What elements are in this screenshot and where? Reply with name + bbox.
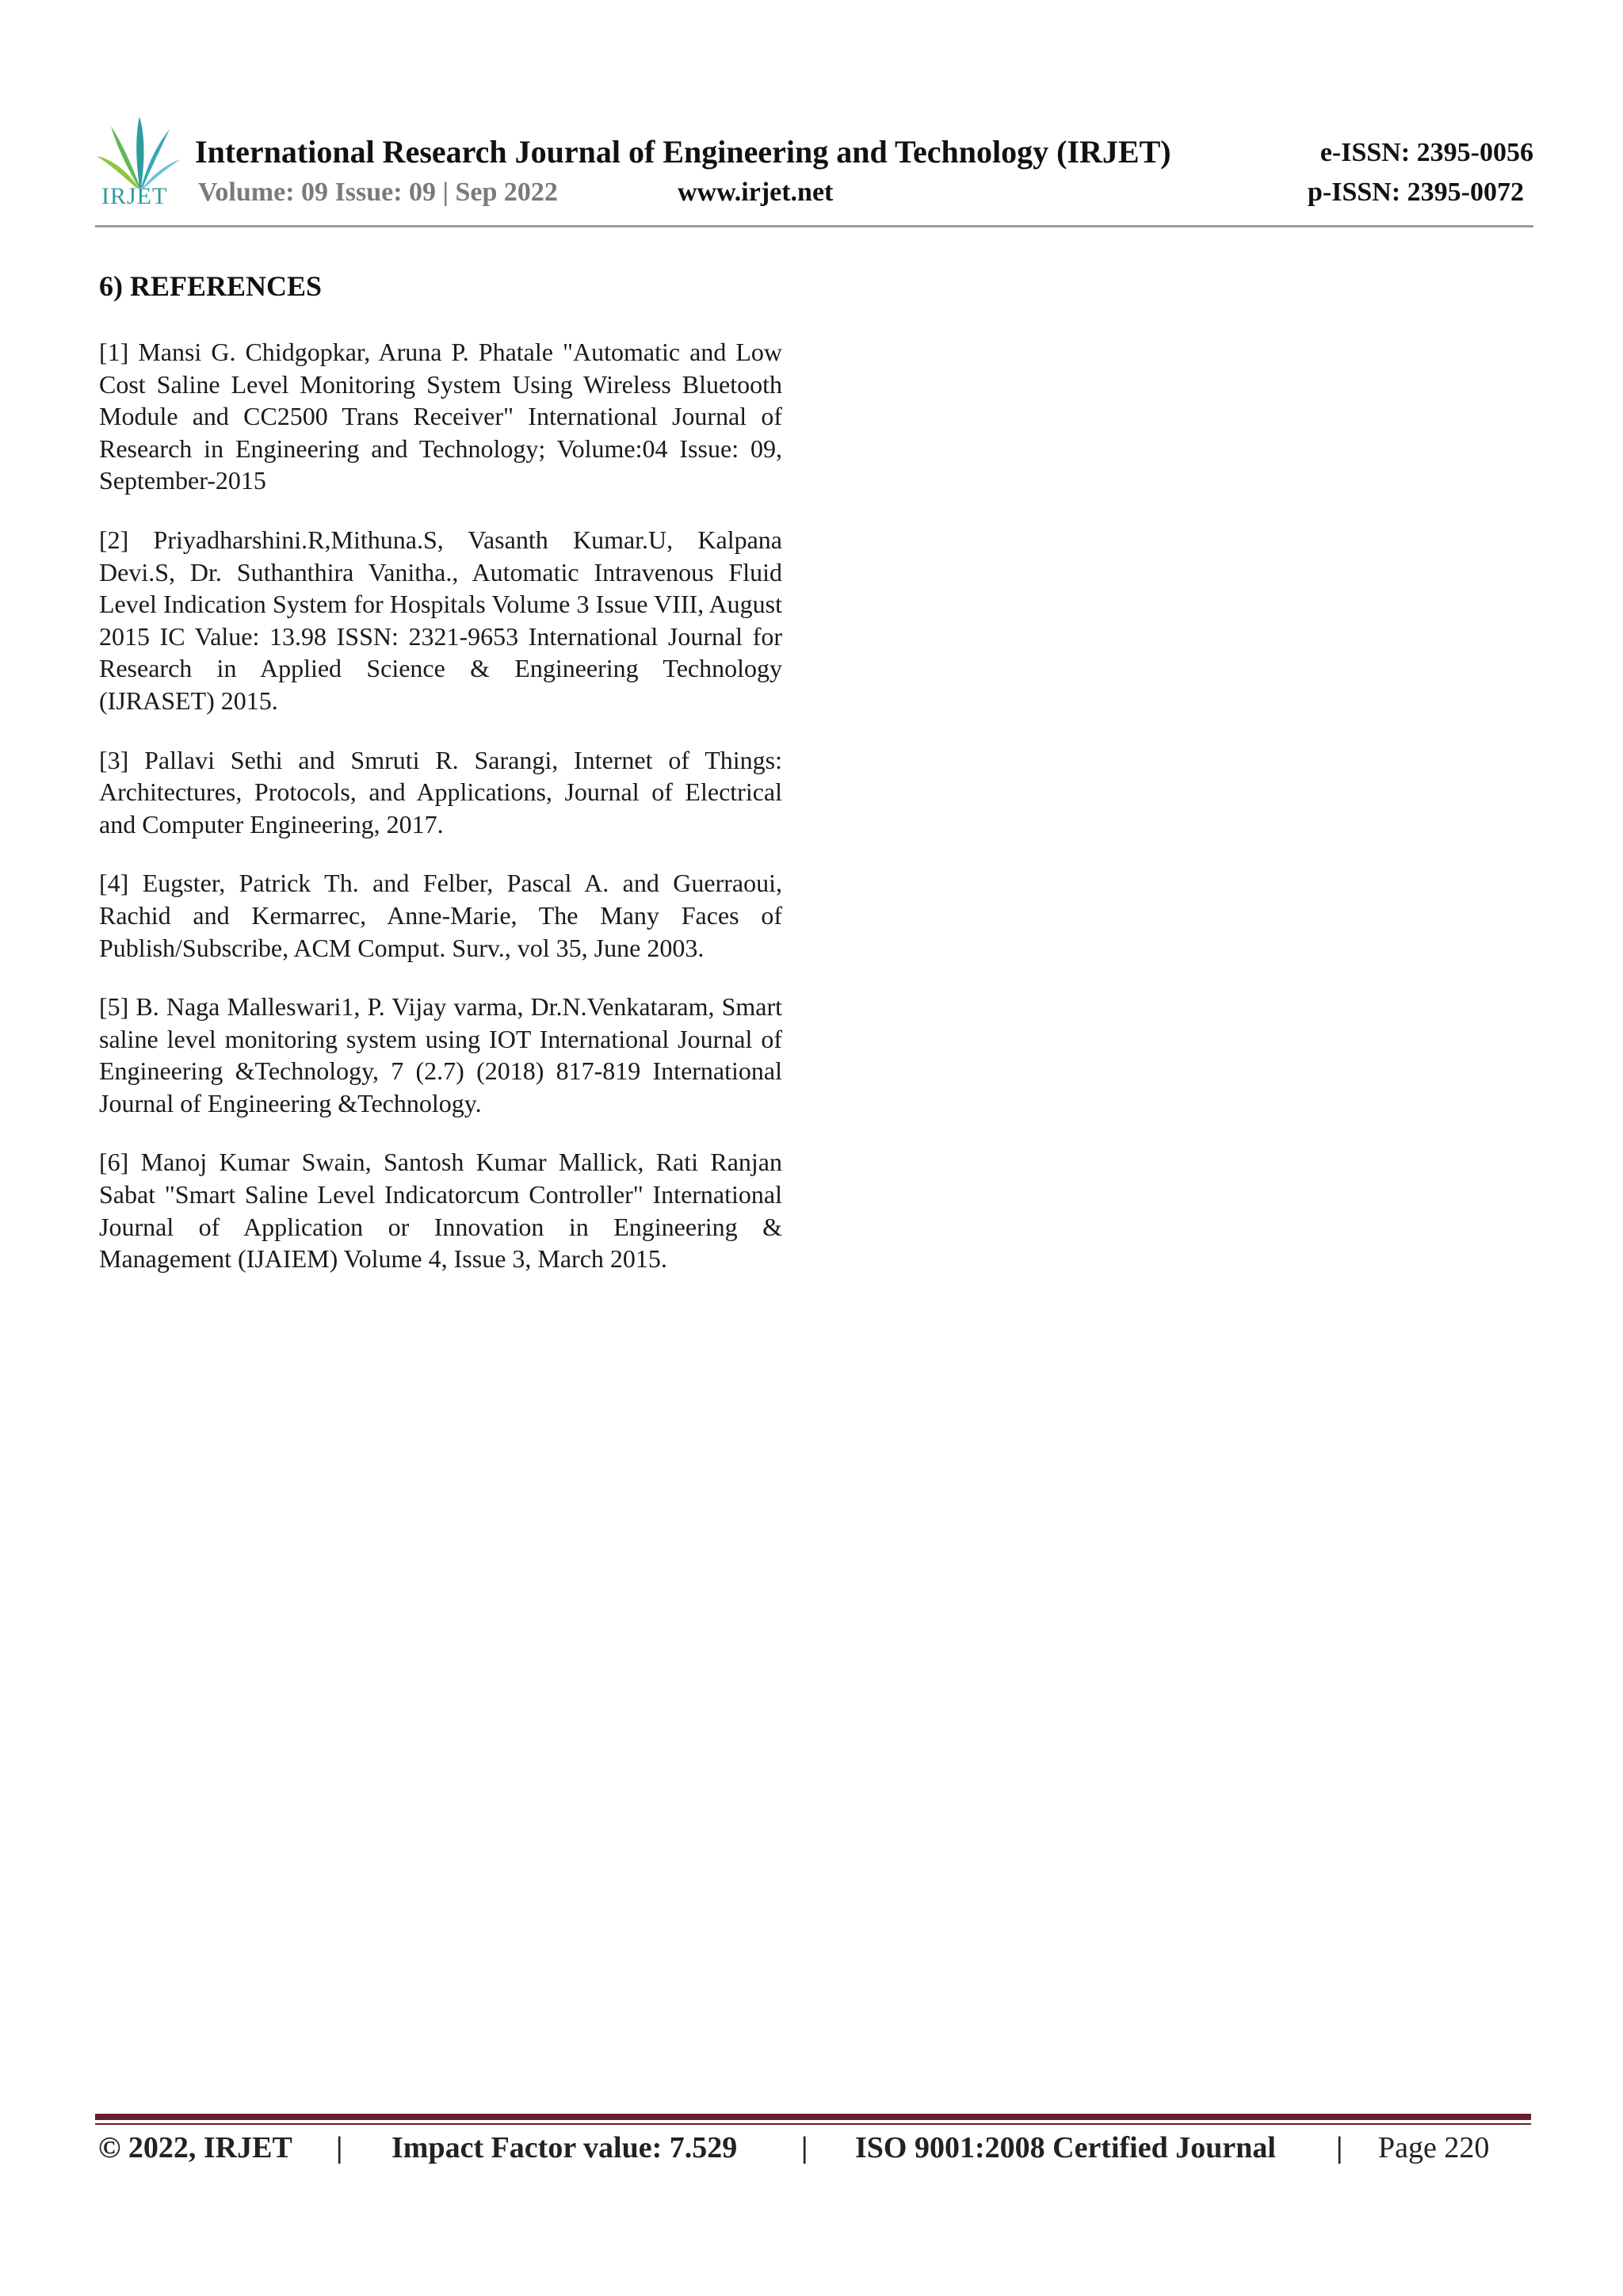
page-footer xyxy=(98,2130,1509,2170)
logo-wordmark: IRJET xyxy=(101,183,168,209)
references-column xyxy=(99,269,782,1302)
footer-copyright: © 2022, IRJET xyxy=(98,2131,292,2164)
reference-item-3: [3] Pallavi Sethi and Smruti R. Sarangi, Internet of Things: Architectures, Protocols, and Applications, Journal of Electrical and Computer Engineering, 2017. xyxy=(99,745,782,839)
website-link[interactable]: www.irjet.net xyxy=(678,178,834,207)
leaf-logo-icon xyxy=(95,115,182,190)
reference-item-4: [4] Eugster, Patrick Th. and Felber, Pascal A. and Guerraoui, Rachid and Kermarrec, Anne-Marie, The Many Faces of Publish/Subscribe, ACM Comput. Surv., vol 35, June 2003. xyxy=(99,869,782,962)
section-heading: 6) REFERENCES xyxy=(99,270,323,302)
reference-item-5: [5] B. Naga Malleswari1, P. Vijay varma, Dr.N.Venkataram, Smart saline level monitoring system using IOT International Journal of Engineering &Technology, 7 (2.7) (2018) 817-819 International Journal of Engineering &Technology. xyxy=(99,992,782,1117)
reference-list xyxy=(99,336,782,1275)
header-divider xyxy=(95,225,1533,227)
footer-separator: | xyxy=(1336,2131,1343,2164)
journal-title: International Research Journal of Engineering and Technology (IRJET) xyxy=(195,134,1171,170)
reference-item-6: [6] Manoj Kumar Swain, Santosh Kumar Mallick, Rati Ranjan Sabat "Smart Saline Level Indicatorcum Controller" International Journal of Application or Innovation in Engineering & Management (IJAIEM) Volume 4, Issue 3, March 2015. xyxy=(99,1148,782,1274)
footer-impact-factor: Impact Factor value: 7.529 xyxy=(391,2131,738,2164)
reference-item-2: [2] Priyadharshini.R,Mithuna.S, Vasanth Kumar.U, Kalpana Devi.S, Dr. Suthanthira Vanitha., Automatic Intravenous Fluid Level Indication System for Hospitals Volume 3 Issue VIII, August 2015 IC Value: 13.98 ISSN: 2321-9653 International Journal for Research in Applied Science & Engineering Technology (IJRASET) 2015. xyxy=(99,525,782,715)
page-header xyxy=(95,111,1533,230)
eissn: e-ISSN: 2395-0056 xyxy=(1319,138,1533,167)
irjet-logo xyxy=(95,115,182,218)
pissn: p-ISSN: 2395-0072 xyxy=(1308,178,1524,207)
footer-iso: ISO 9001:2008 Certified Journal xyxy=(855,2131,1276,2164)
footer-divider-thin xyxy=(95,2123,1531,2125)
footer-divider-thick xyxy=(95,2114,1531,2120)
volume-issue: Volume: 09 Issue: 09 | Sep 2022 xyxy=(198,178,558,207)
page-number: Page 220 xyxy=(1378,2131,1490,2164)
footer-separator: | xyxy=(801,2131,808,2164)
footer-separator: | xyxy=(336,2131,343,2164)
reference-item-1: [1] Mansi G. Chidgopkar, Aruna P. Phatale "Automatic and Low Cost Saline Level Monitoring System Using Wireless Bluetooth Module and CC2500 Trans Receiver" International Journal of Research in Engineering and Technology; Volume:04 Issue: 09, September-2015 xyxy=(99,338,782,495)
